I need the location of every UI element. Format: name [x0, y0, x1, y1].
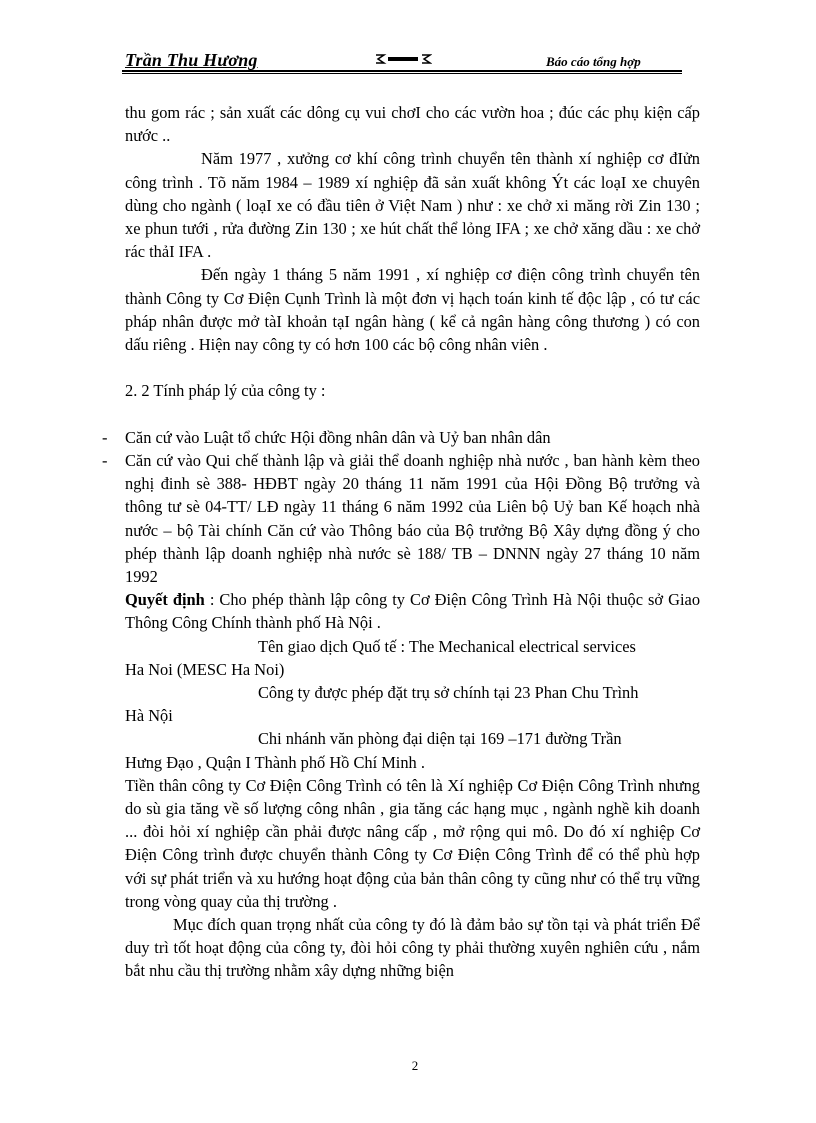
header-author: Trần Thu Hương: [125, 50, 258, 70]
headquarters-line: Công ty được phép đặt trụ sở chính tại 23 Phan Chu Trình: [258, 683, 639, 703]
decision-text: : Cho phép thành lập công ty Cơ Điện Công Trình Hà Nội thuộc sở Giao Thông Công Chính thành phố Hà Nội .: [125, 590, 701, 633]
paragraph: Năm 1977 , xưởng cơ khí công trình chuyển tên thành xí nghiệp cơ đIửn công trình . Tõ năm 1984 – 1989 xí nghiệp đã sản xuất không Ýt các loạI xe chuyên dùng cho ngành ( loạI xe có đầu tiên ở Việt Nam ) như : xe chở xi măng rời Zin 130 ; xe phun tưới , rửa đường Zin 130 ; xe hút chất thể lỏng IFA ; xe chở xăng dầu : xe chở rác thảI IFA .: [125, 149, 700, 262]
headquarters-cont: Hà Nội: [125, 706, 173, 726]
list-item: [102, 449, 700, 588]
decision-label: Quyết định: [125, 590, 205, 610]
header-report-title: Báo cáo tổng hợp: [546, 54, 641, 69]
branch-line: Chi nhánh văn phòng đại diện tại 169 –171 đường Trần: [258, 729, 622, 749]
section-heading: 2. 2 Tính pháp lý của công ty :: [125, 381, 326, 401]
list-item: [102, 426, 700, 449]
branch-cont: Hưng Đạo , Quận I Thành phố Hồ Chí Minh .: [125, 752, 425, 772]
paragraph: Mục đích quan trọng nhất của công ty đó là đảm bảo sự tồn tại và phát triển Để duy trì tốt hoạt động của công ty, đòi hỏi công ty phải thường xuyên nghiên cứu , nắm bắt nhu cầu thị trường nhằm xây dựng những biện: [125, 915, 700, 981]
document-body: [102, 101, 701, 983]
paragraph: Tiền thân công ty Cơ Điện Công Trình có tên là Xí nghiệp Cơ Điện Công Trình nhưng do sù gia tăng về số lượng công nhân , gia tăng các hạng mục , ngành nghề kih doanh ... đòi hỏi xí nghiệp cần phải được nâng cấp , mở rộng qui mô. Do đó xí nghiệp Cơ Điện Công trình được chuyển thành Công ty Cơ Điện Công Trình để có thể phù hợp với sự phát triển và xu hướng hoạt động của bản thân công ty cũng như có thể trụ vững trong vòng quay của thị trường .: [125, 775, 700, 911]
paragraph: thu gom rác ; sản xuất các dông cụ vui chơI cho các vườn hoa ; đúc các phụ kiện cấp nước ..: [125, 103, 700, 146]
paragraph: Đến ngày 1 tháng 5 năm 1991 , xí nghiệp cơ điện công trình chuyển tên thành Công ty Cơ Điện Cụnh Trình là một đơn vị hạch toán kinh tế độc lập , có tư các pháp nhân được mở tàI khoản tạI ngân hàng ( kể cả ngân hàng công thương ) có con dấu riêng . Hiện nay công ty có hơn 100 các bộ công nhân viên .: [125, 265, 700, 355]
bullet-dash-icon: -: [102, 451, 108, 471]
decision-paragraph: [125, 588, 700, 634]
bullet-dash-icon: -: [102, 427, 108, 447]
header-ornament-icon: [374, 51, 432, 72]
header-rule: [122, 70, 682, 72]
trade-name-line: Tên giao dịch Quố tế : The Mechanical electrical services: [258, 636, 636, 656]
trade-name-cont: Ha Noi (MESC Ha Noi): [125, 659, 285, 679]
list-item-text: Căn cứ vào Luật tổ chức Hội đồng nhân dân và Uỷ ban nhân dân: [125, 427, 551, 447]
header-rule-thin: [122, 73, 682, 74]
list-item-text: Căn cứ vào Qui chế thành lập và giải thể doanh nghiệp nhà nước , ban hành kèm theo nghị đinh sè 388- HĐBT ngày 20 tháng 11 năm 1991 của Hội Đồng Bộ trưởng và thông tư sè 04-TT/ LĐ ngày 11 tháng 6 năm 1992 của Liên bộ Uỷ ban Kế hoạch nhà nước – bộ Tài chính Căn cứ vào Thông báo của Bộ trưởng Bộ Xây dựng đồng ý cho phép thành lập doanh nghiệp nhà nước sè 188/ TB – DNNN ngày 27 tháng 10 năm 1992: [125, 451, 700, 587]
page-number: 2: [411, 1058, 419, 1073]
